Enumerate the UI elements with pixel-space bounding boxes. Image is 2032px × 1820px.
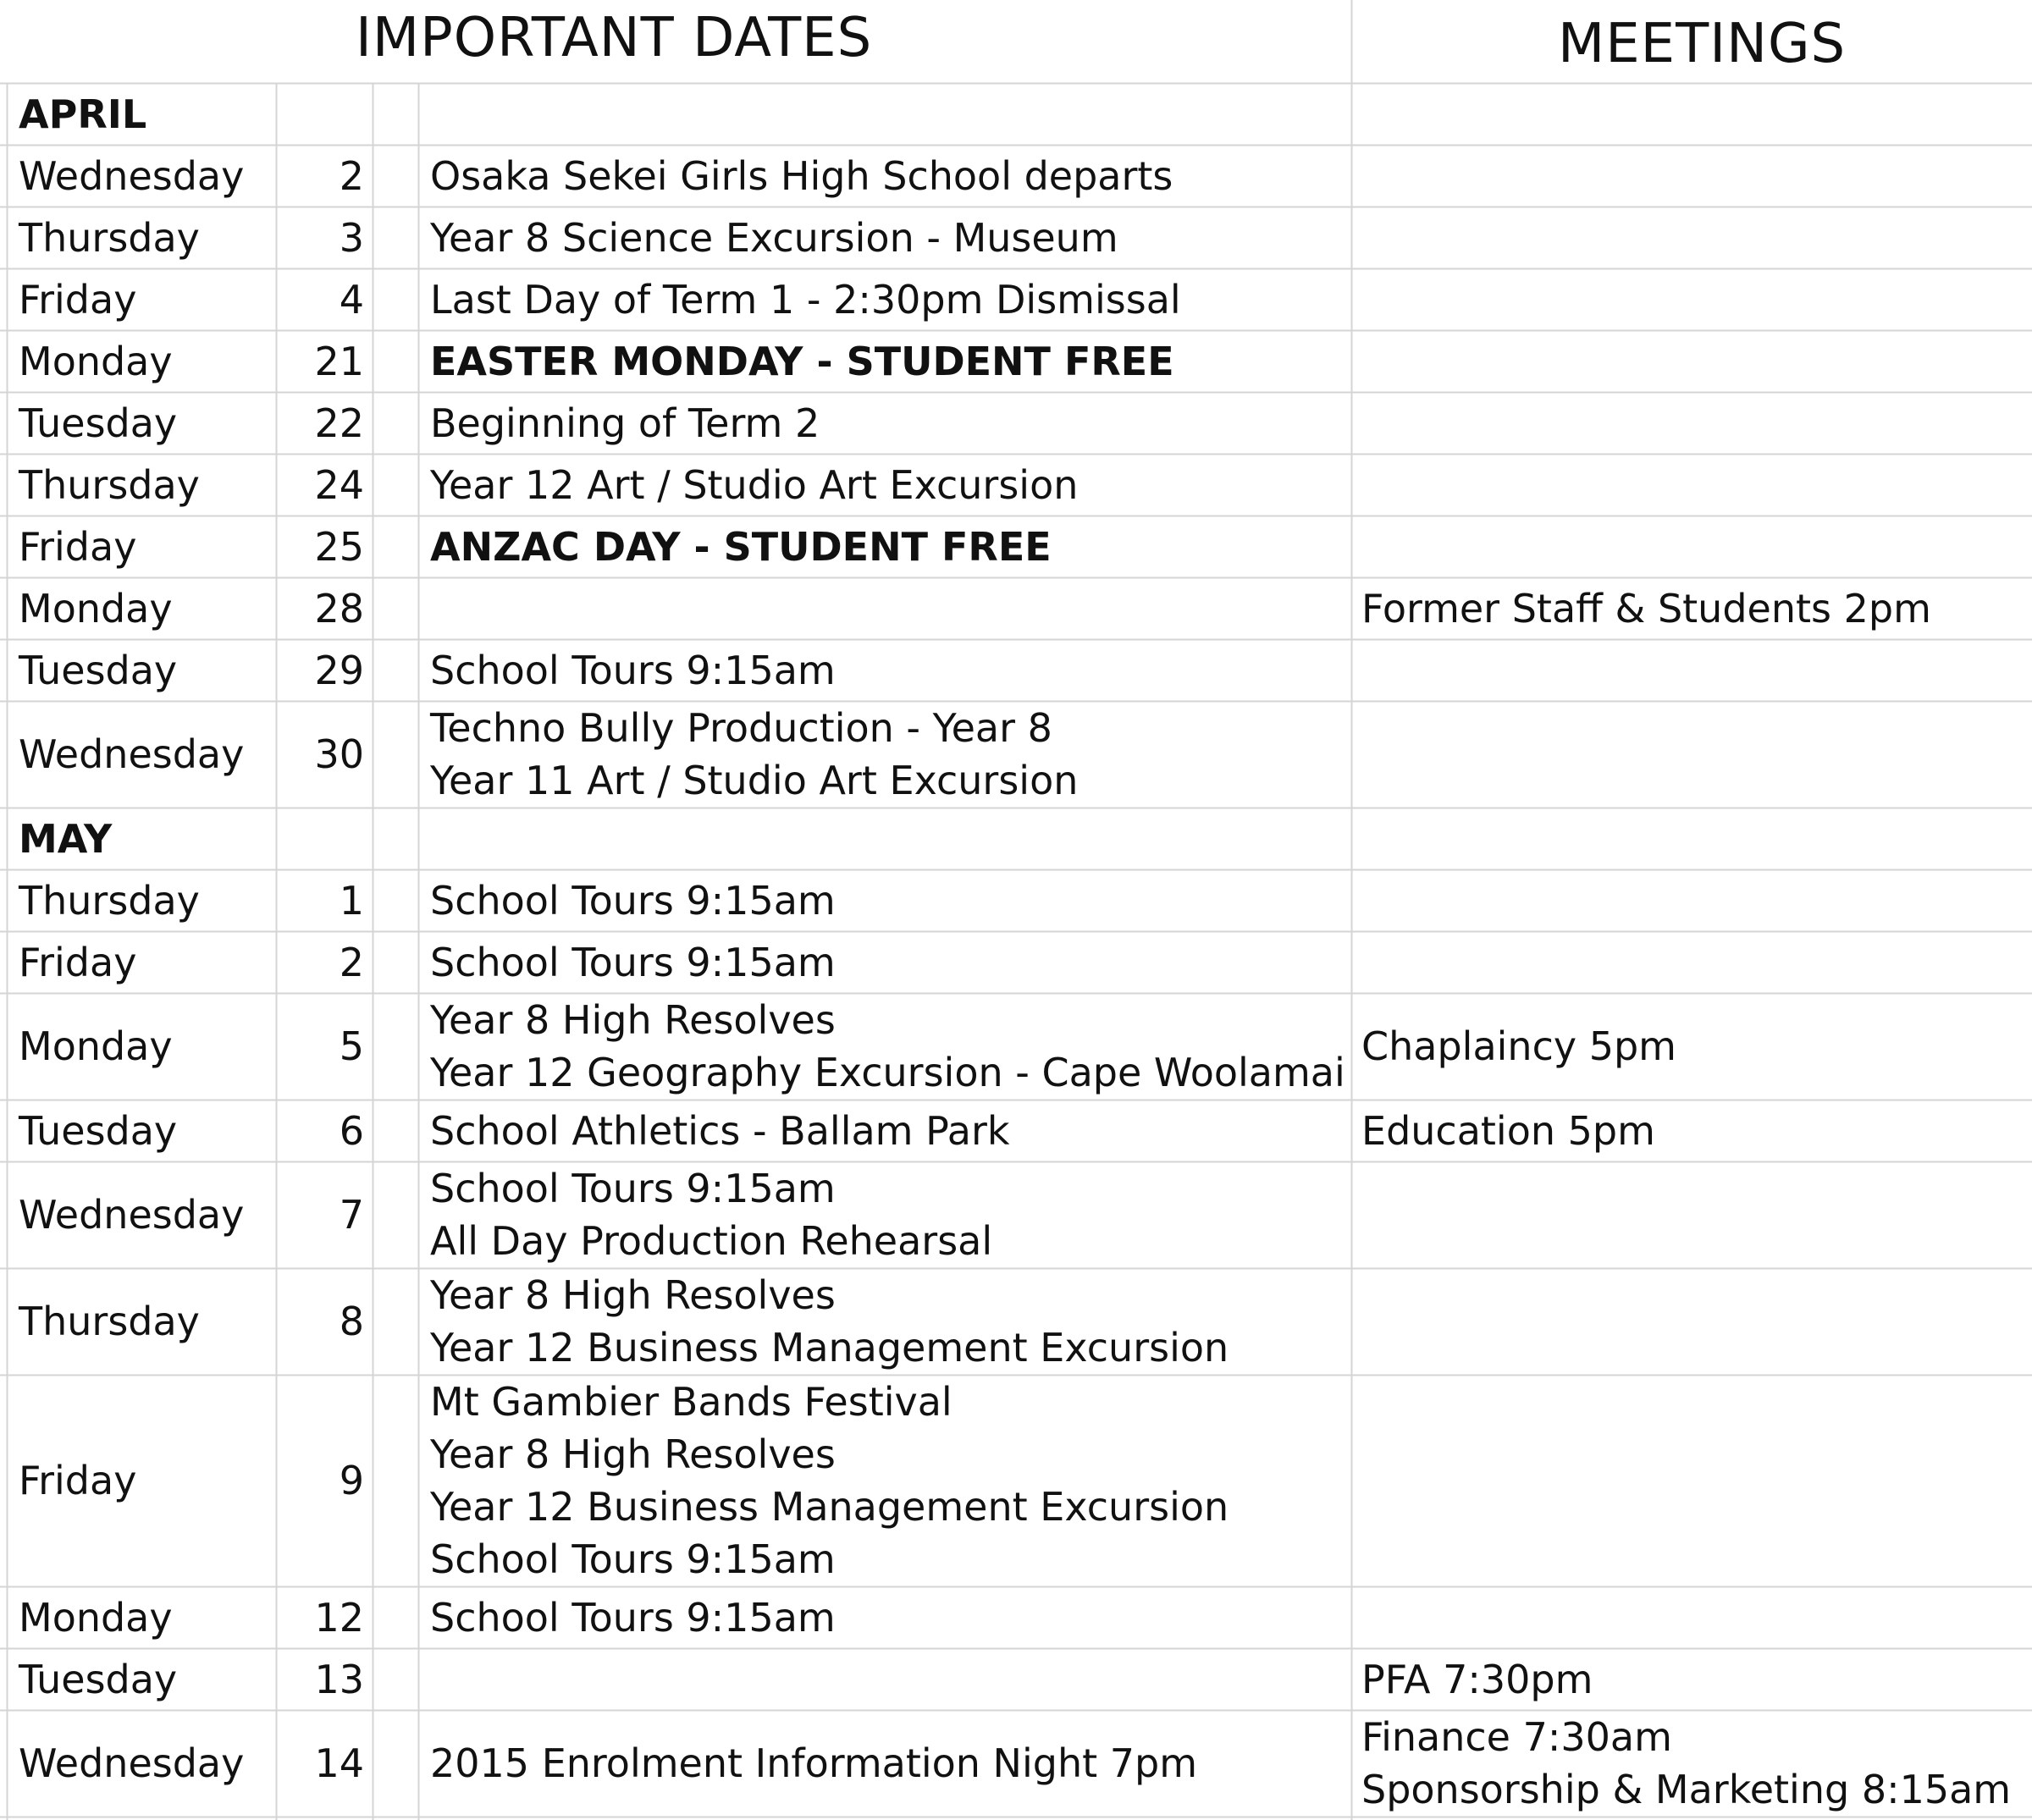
day-number: 29 [314,647,364,693]
day-name: Monday [19,585,173,631]
meeting-cell [1351,1100,2032,1161]
event-cell [418,330,1351,392]
day-number: 1 [339,877,364,924]
meeting-cell [1351,1648,2032,1710]
meeting-cell [1351,207,2032,268]
event-text: Year 8 Science Excursion - Museum [430,214,1118,261]
day-name: Wednesday [19,1740,245,1786]
day-name: Wednesday [19,152,245,199]
day-name: Thursday [19,214,200,261]
meeting-cell [1351,1161,2032,1268]
day-number: 28 [314,585,364,631]
meeting-cell [1351,577,2032,639]
day-name: Friday [19,1458,137,1503]
day-name: Friday [19,939,137,985]
month-heading: MAY [19,815,113,862]
day-number: 5 [339,1023,364,1069]
event-cell [418,931,1351,993]
day-name: Thursday [19,461,200,508]
meeting-cell [1351,1375,2032,1586]
event-text: Year 8 High Resolves [430,1431,836,1477]
event-cell [418,577,1351,639]
day-name: Thursday [19,1299,200,1344]
day-name: Tuesday [19,400,178,446]
event-cell [418,207,1351,268]
day-name: Tuesday [19,1656,178,1702]
event-cell [418,516,1351,577]
meeting-cell [1351,869,2032,931]
day-name: Thursday [19,877,200,924]
meeting-text: Chaplaincy 5pm [1361,1023,1676,1069]
day-number: 3 [339,214,364,261]
event-cell [418,1100,1351,1161]
event-text: Osaka Sekei Girls High School departs [430,152,1173,199]
meeting-cell [1351,145,2032,207]
day-number: 9 [339,1458,364,1503]
meeting-cell [1351,516,2032,577]
day-name: Monday [19,1594,173,1641]
day-name: Tuesday [19,647,178,693]
event-cell [418,1648,1351,1710]
event-cell [418,639,1351,701]
meeting-cell [1351,993,2032,1100]
meeting-cell [1351,330,2032,392]
day-number: 14 [314,1740,364,1786]
event-text: All Day Production Rehearsal [430,1218,993,1264]
day-name: Friday [19,523,137,570]
meeting-text: PFA 7:30pm [1361,1656,1593,1702]
meeting-cell [1351,1710,2032,1817]
event-cell [418,701,1351,808]
day-number: 8 [339,1299,364,1344]
event-cell [418,392,1351,454]
meeting-cell [1351,392,2032,454]
event-text: School Tours 9:15am [430,939,836,985]
event-text: School Athletics - Ballam Park [430,1107,1010,1154]
meeting-cell [1351,1268,2032,1375]
day-name: Monday [19,338,173,384]
day-name: Wednesday [19,731,245,777]
event-text: ANZAC DAY - STUDENT FREE [430,523,1052,570]
meeting-text: Former Staff & Students 2pm [1361,585,1931,631]
event-text: School Tours 9:15am [430,877,836,924]
important-dates-header: IMPORTANT DATES [356,7,873,69]
event-text: EASTER MONDAY - STUDENT FREE [430,338,1174,384]
event-text: Mt Gambier Bands Festival [430,1379,952,1425]
event-text: School Tours 9:15am [430,1594,836,1641]
event-cell [418,869,1351,931]
day-number: 24 [314,461,364,508]
event-cell [418,1710,1351,1817]
day-number: 13 [314,1656,364,1702]
meeting-text: Finance 7:30am [1361,1714,1672,1760]
event-text: 2015 Enrolment Information Night 7pm [430,1740,1198,1786]
event-cell [418,1268,1351,1375]
event-text: Year 11 Art / Studio Art Excursion [430,758,1079,803]
day-number: 12 [314,1594,364,1641]
event-text: School Tours 9:15am [430,1166,836,1211]
event-text: Year 12 Geography Excursion - Cape Woolamai [430,1050,1345,1095]
event-text: Year 8 High Resolves [430,1272,836,1318]
day-number: 2 [339,939,364,985]
event-text: Year 12 Art / Studio Art Excursion [430,461,1079,508]
day-number: 7 [339,1192,364,1238]
day-number: 22 [314,400,364,446]
day-name: Friday [19,276,137,323]
meetings-header: MEETINGS [1558,13,1847,75]
event-text: Beginning of Term 2 [430,400,820,446]
event-cell [418,454,1351,516]
event-cell [418,145,1351,207]
event-text: Year 12 Business Management Excursion [430,1325,1229,1371]
meeting-text: Sponsorship & Marketing 8:15am [1361,1767,2012,1812]
month-heading: APRIL [19,91,147,137]
event-cell [418,1586,1351,1648]
event-text: School Tours 9:15am [430,647,836,693]
day-name: Monday [19,1023,173,1069]
event-cell [418,1375,1351,1586]
meeting-cell [1351,1586,2032,1648]
meeting-cell [1351,268,2032,330]
event-text: Last Day of Term 1 - 2:30pm Dismissal [430,276,1181,323]
event-text: Year 12 Business Management Excursion [430,1484,1229,1530]
day-number: 4 [339,276,364,323]
event-text: School Tours 9:15am [430,1536,836,1582]
day-number: 30 [314,731,364,777]
event-text: Year 8 High Resolves [430,997,836,1043]
meeting-text: Education 5pm [1361,1107,1655,1154]
meeting-cell [1351,701,2032,808]
event-cell [418,268,1351,330]
day-name: Wednesday [19,1192,245,1238]
day-number: 6 [339,1107,364,1154]
day-number: 2 [339,152,364,199]
event-text: Techno Bully Production - Year 8 [430,705,1052,751]
event-cell [418,1161,1351,1268]
meeting-cell [1351,639,2032,701]
day-number: 21 [314,338,364,384]
meeting-cell [1351,931,2032,993]
event-cell [418,993,1351,1100]
day-name: Tuesday [19,1107,178,1154]
day-number: 25 [314,523,364,570]
meeting-cell [1351,454,2032,516]
